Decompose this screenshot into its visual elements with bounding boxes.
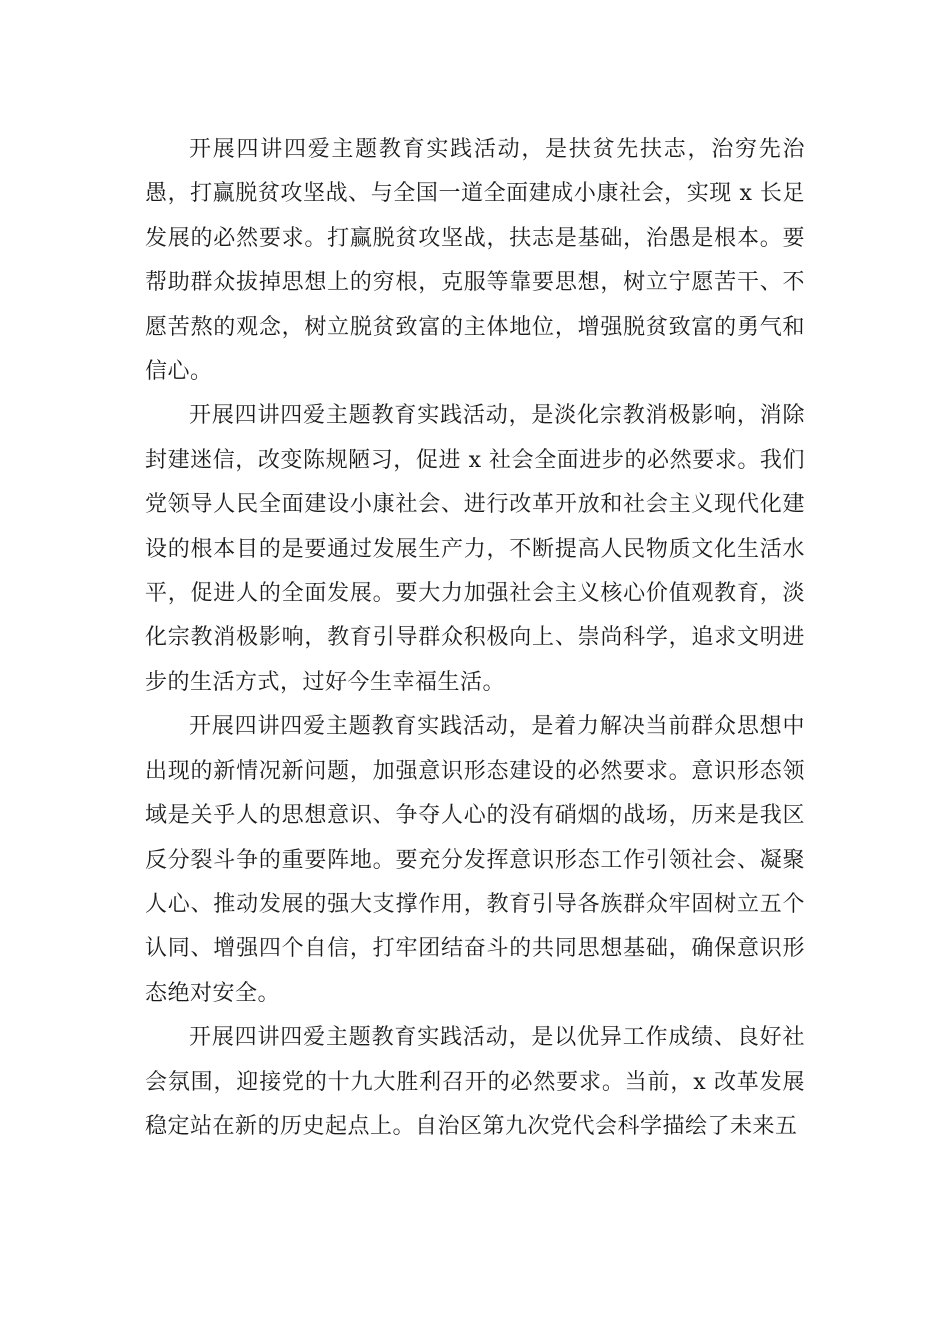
paragraph-4: 开展四讲四爱主题教育实践活动，是以优异工作成绩、良好社会氛围，迎接党的十九大胜利召开的必然要求。当前，x 改革发展稳定站在新的历史起点上。自治区第九次党代会科学描绘了未来五 <box>145 1025 805 1139</box>
document-body <box>145 128 805 1149</box>
paragraph-2: 开展四讲四爱主题教育实践活动，是淡化宗教消极影响，消除封建迷信，改变陈规陋习，促进 x 社会全面进步的必然要求。我们党领导人民全面建设小康社会、进行改革开放和社会主义现代化建设的根本目的是要通过发展生产力，不断提高人民物质文化生活水平，促进人的全面发展。要大力加强社会主义核心价值观教育，淡化宗教消极影响，教育引导群众积极向上、崇尚科学，追求文明进步的生活方式，过好今生幸福生活。 <box>145 403 805 695</box>
paragraph-1: 开展四讲四爱主题教育实践活动，是扶贫先扶志，治穷先治愚，打赢脱贫攻坚战、与全国一道全面建成小康社会，实现 x 长足发展的必然要求。打赢脱贫攻坚战，扶志是基础，治愚是根本。要帮助群众拔掉思想上的穷根，克服等靠要思想，树立宁愿苦干、不愿苦熬的观念，树立脱贫致富的主体地位，增强脱贫致富的勇气和信心。 <box>145 137 805 385</box>
paragraph-3: 开展四讲四爱主题教育实践活动，是着力解决当前群众思想中出现的新情况新问题，加强意识形态建设的必然要求。意识形态领域是关乎人的思想意识、争夺人心的没有硝烟的战场，历来是我区反分裂斗争的重要阵地。要充分发挥意识形态工作引领社会、凝聚人心、推动发展的强大支撑作用，教育引导各族群众牢固树立五个认同、增强四个自信，打牢团结奋斗的共同思想基础，确保意识形态绝对安全。 <box>145 714 805 1006</box>
